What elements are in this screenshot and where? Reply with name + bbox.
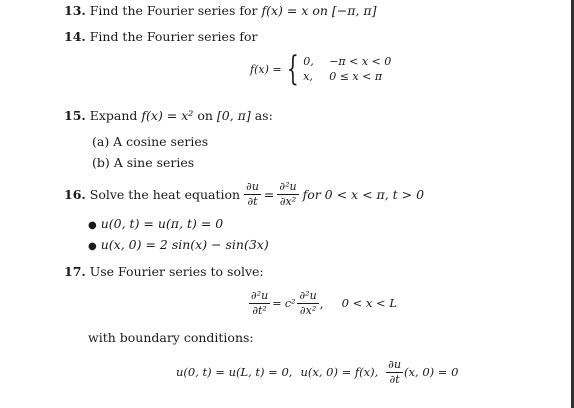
piecewise-cases (303, 54, 391, 84)
problem-text: Find the Fourier series for (89, 3, 258, 18)
problem-number: 14. (64, 29, 86, 44)
denominator: ∂t (247, 194, 258, 208)
piecewise-lhs: f(x) = (250, 62, 282, 76)
problem-15 (64, 108, 273, 123)
problem-number: 13. (64, 3, 86, 18)
numerator: ∂²u (299, 288, 317, 302)
domain-condition: 0 < x < L (341, 296, 397, 310)
wave-equation (248, 285, 397, 321)
fraction-d2u-dt2 (249, 290, 270, 316)
equals-c-squared: = c² (272, 296, 296, 310)
problem-text: Expand (89, 108, 138, 123)
case2-condition: 0 ≤ x < π (329, 70, 383, 83)
brace-glyph: { (286, 49, 299, 89)
fraction-du-dt (244, 181, 261, 207)
denominator: ∂t² (252, 303, 267, 317)
problem-14 (64, 29, 257, 44)
problem-13 (64, 3, 376, 18)
math-expression: f(x) = x² (141, 108, 194, 123)
case1-condition: −π < x < 0 (329, 55, 392, 68)
bc-label: with boundary conditions: (88, 330, 254, 345)
part-a: (a) A cosine series (92, 134, 209, 149)
denominator: ∂t (389, 372, 400, 386)
interval: [0, π] (216, 108, 251, 123)
bullet-dot-icon: ● (88, 241, 97, 252)
problem-text: on (197, 108, 213, 123)
case2-value: x, (303, 70, 313, 83)
piecewise-function (250, 49, 392, 89)
bullet-text: u(0, t) = u(π, t) = 0 (100, 216, 224, 231)
problem-17 (64, 264, 264, 279)
comma: , (319, 295, 324, 311)
fraction-d2u-dx2 (277, 181, 298, 207)
fraction-d2u-dx2 (297, 290, 318, 316)
denominator: ∂x² (299, 303, 317, 317)
equals-sign: = (263, 186, 275, 202)
problem-text: as: (254, 108, 273, 123)
problem-16 (64, 177, 424, 211)
problem-number: 16. (64, 186, 86, 202)
math-expression: f(x) = x on [−π, π] (261, 3, 377, 18)
numerator: ∂u (388, 357, 402, 371)
numerator: ∂²u (251, 288, 269, 302)
problem-number: 15. (64, 108, 86, 123)
problem-text: Find the Fourier series for (89, 29, 258, 44)
denominator: ∂x² (279, 194, 297, 208)
problem-text: Use Fourier series to solve: (89, 264, 264, 279)
bc-2: u(x, 0) = f(x), (300, 365, 379, 379)
bullet-item (88, 237, 269, 252)
bullet-item (88, 216, 223, 231)
bullet-dot-icon: ● (88, 220, 97, 231)
part-b: (b) A sine series (92, 155, 195, 170)
boundary-conditions (176, 355, 458, 389)
problem-text: Solve the heat equation (89, 186, 241, 202)
case1-value: 0, (303, 55, 314, 68)
bc-1: u(0, t) = u(L, t) = 0, (176, 365, 293, 379)
problem-number: 17. (64, 264, 86, 279)
numerator: ∂²u (279, 179, 297, 193)
bc-3: (x, 0) = 0 (404, 365, 459, 379)
numerator: ∂u (246, 179, 259, 193)
fraction-du-dt (386, 359, 403, 385)
domain-condition: for 0 < x < π, t > 0 (302, 186, 425, 202)
bullet-text: u(x, 0) = 2 sin(x) − sin(3x) (100, 237, 269, 252)
